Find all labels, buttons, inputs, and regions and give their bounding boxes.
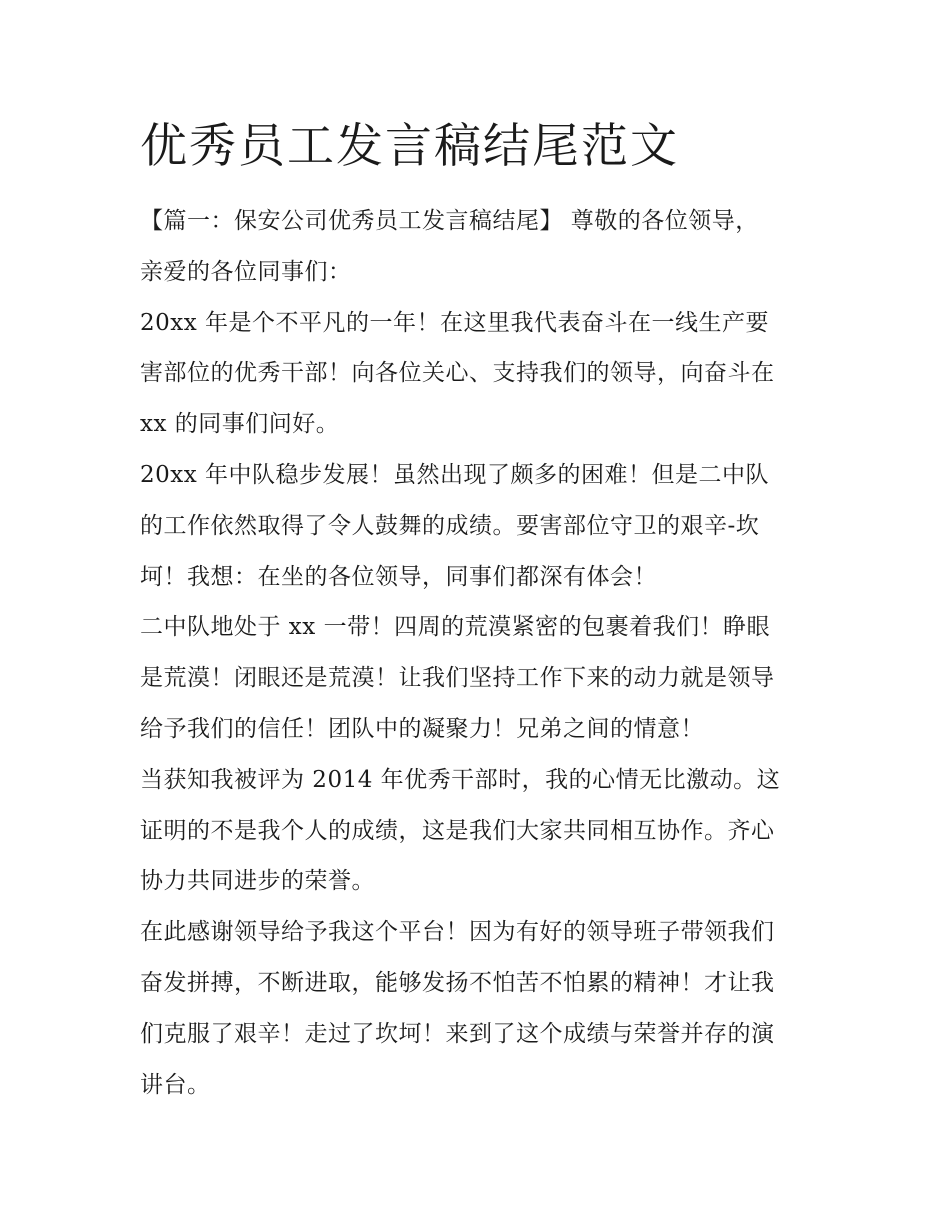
text-line: 【篇一：保安公司优秀员工发言稿结尾】 尊敬的各位领导，: [140, 208, 759, 234]
text-line: 亲爱的各位同事们：: [140, 258, 352, 285]
text-line: 20xx 年中队稳步发展！虽然出现了颇多的困难！但是二中队: [140, 461, 770, 488]
document-title: 优秀员工发言稿结尾范文: [140, 119, 679, 174]
document-body: [140, 196, 820, 1110]
text-line: 20xx 年是个不平凡的一年！在这里我代表奋斗在一线生产要: [140, 309, 770, 336]
text-line: 二中队地处于 xx 一带！四周的荒漠紧密的包裹着我们！睁眼: [140, 614, 771, 641]
text-line: 证明的不是我个人的成绩，这是我们大家共同相互协作。齐心: [140, 817, 775, 844]
text-line: 坷！我想：在坐的各位领导，同事们都深有体会！: [140, 563, 657, 590]
text-line: 们克服了艰辛！走过了坎坷！来到了这个成绩与荣誉并存的演: [140, 1020, 775, 1047]
text-line: 害部位的优秀干部！向各位关心、支持我们的领导，向奋斗在: [140, 360, 775, 387]
text-line: 在此感谢领导给予我这个平台！因为有好的领导班子带领我们: [140, 919, 775, 946]
text-line: xx 的同事们问好。: [140, 411, 340, 438]
text-line: 奋发拼搏，不断进取，能够发扬不怕苦不怕累的精神！才让我: [140, 969, 775, 996]
text-line: 的工作依然取得了令人鼓舞的成绩。要害部位守卫的艰辛-坎: [140, 512, 760, 539]
text-line: 是荒漠！闭眼还是荒漠！让我们坚持工作下来的动力就是领导: [140, 665, 775, 692]
text-line: 当获知我被评为 2014 年优秀干部时，我的心情无比激动。这: [140, 766, 781, 793]
text-line: 讲台。: [140, 1071, 211, 1098]
text-line: 协力共同进步的荣誉。: [140, 868, 375, 895]
text-line: 给予我们的信任！团队中的凝聚力！兄弟之间的情意！: [140, 715, 704, 742]
